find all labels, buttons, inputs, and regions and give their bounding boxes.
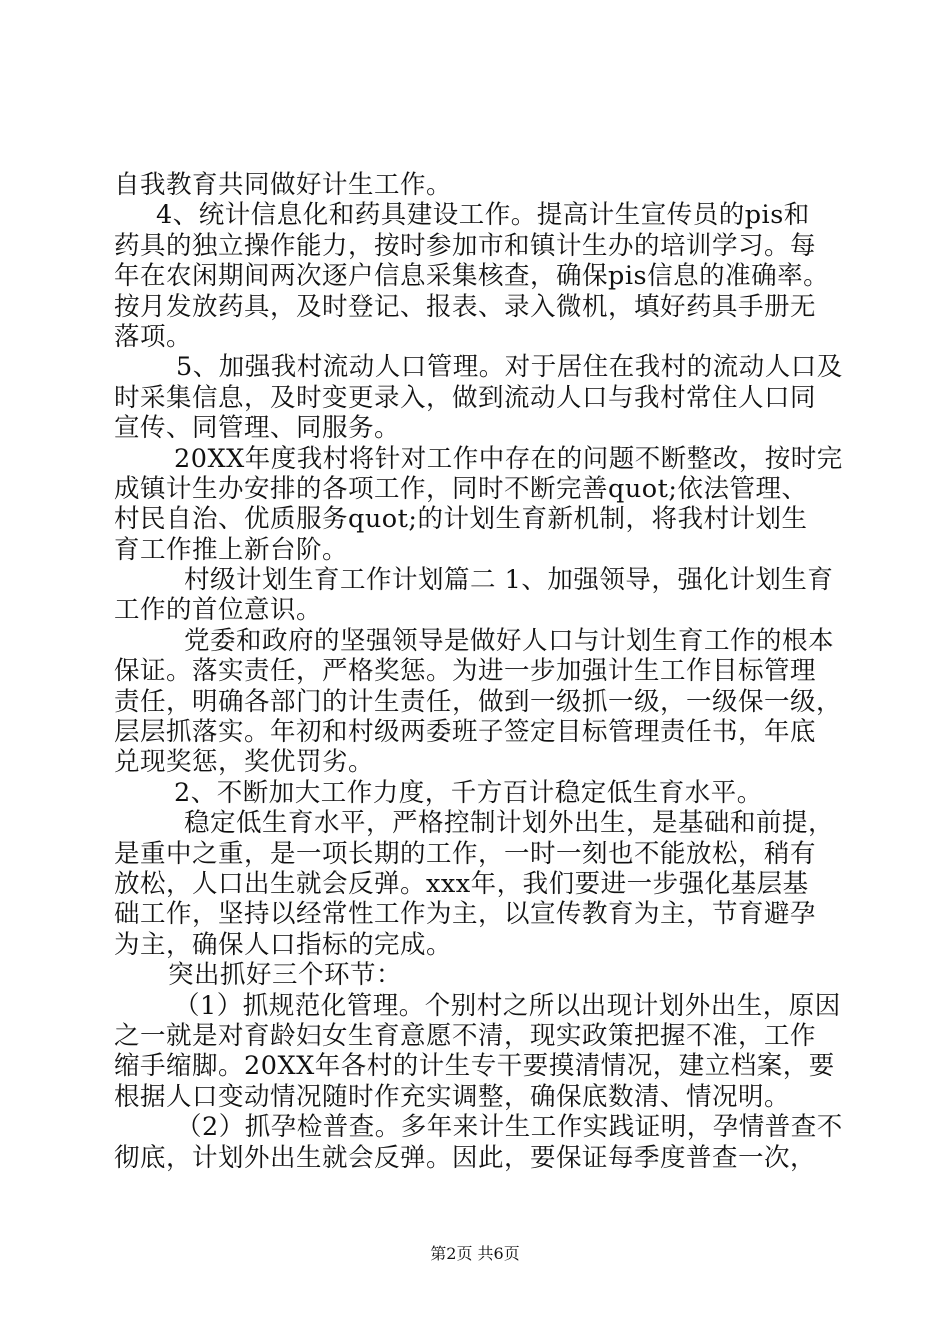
text-line: （1）抓规范化管理。个别村之所以出现计划外出生，原因 <box>174 990 841 1021</box>
text-line: 稳定低生育水平，严格控制计划外出生，是基础和前提， <box>184 808 835 839</box>
text-line: 20XX年度我村将针对工作中存在的问题不断整改，按时完 <box>174 443 843 474</box>
text-line: 2、不断加大工作力度，千方百计稳定低生育水平。 <box>174 777 763 808</box>
text-line: 层层抓落实。年初和村级两委班子签定目标管理责任书，年底 <box>114 717 817 748</box>
text-line: 村民自治、优质服务quot;的计划生育新机制，将我村计划生 <box>114 504 808 535</box>
text-line: 村级计划生育工作计划篇二 1、加强领导，强化计划生育 <box>184 565 834 596</box>
text-line: 年在农闲期间两次逐户信息采集核查，确保pis信息的准确率。 <box>114 261 830 292</box>
page-footer: 第2页 共6页 <box>430 1244 520 1263</box>
text-line: 础工作，坚持以经常性工作为主，以宣传教育为主，节育避孕 <box>114 899 817 930</box>
text-line: 党委和政府的坚强领导是做好人口与计划生育工作的根本 <box>184 625 835 656</box>
text-line: 药具的独立操作能力，按时参加市和镇计生办的培训学习。每 <box>114 230 817 261</box>
text-line: 突出抓好三个环节： <box>168 960 403 991</box>
text-line: 按月发放药具，及时登记、报表、录入微机，填好药具手册无 <box>114 291 817 322</box>
text-line: 4、统计信息化和药具建设工作。提高计生宣传员的pis和 <box>156 200 810 231</box>
text-line: 落项。 <box>114 321 193 352</box>
text-line: 之一就是对育龄妇女生育意愿不清，现实政策把握不准，工作 <box>114 1020 817 1051</box>
text-line: 兑现奖惩，奖优罚劣。 <box>114 747 375 778</box>
text-line: 时采集信息，及时变更录入，做到流动人口与我村常住人口同 <box>114 382 817 413</box>
text-line: （2）抓孕检普查。多年来计生工作实践证明，孕情普查不 <box>176 1112 843 1143</box>
text-line: 为主，确保人口指标的完成。 <box>114 929 453 960</box>
text-line: 是重中之重，是一项长期的工作，一时一刻也不能放松，稍有 <box>114 838 817 869</box>
text-line: 放松，人口出生就会反弹。xxx年，我们要进一步强化基层基 <box>114 868 809 899</box>
document-body <box>114 170 850 1173</box>
text-line: 根据人口变动情况随时作充实调整，确保底数清、情况明。 <box>114 1081 791 1112</box>
text-line: 宣传、同管理、同服务。 <box>114 413 401 444</box>
text-line: 保证。落实责任，严格奖惩。为进一步加强计生工作目标管理 <box>114 656 817 687</box>
text-line: 缩手缩脚。20XX年各村的计生专干要摸清情况，建立档案，要 <box>114 1051 835 1082</box>
text-line: 育工作推上新台阶。 <box>114 534 349 565</box>
text-line: 工作的首位意识。 <box>114 595 323 626</box>
text-line: 责任，明确各部门的计生责任，做到一级抓一级，一级保一级， <box>114 686 843 717</box>
text-line: 自我教育共同做好计生工作。 <box>114 170 453 200</box>
text-line: 5、加强我村流动人口管理。对于居住在我村的流动人口及 <box>176 352 843 383</box>
text-line: 彻底，计划外出生就会反弹。因此，要保证每季度普查一次， <box>114 1142 817 1173</box>
text-line: 成镇计生办安排的各项工作，同时不断完善quot;依法管理、 <box>114 473 808 504</box>
